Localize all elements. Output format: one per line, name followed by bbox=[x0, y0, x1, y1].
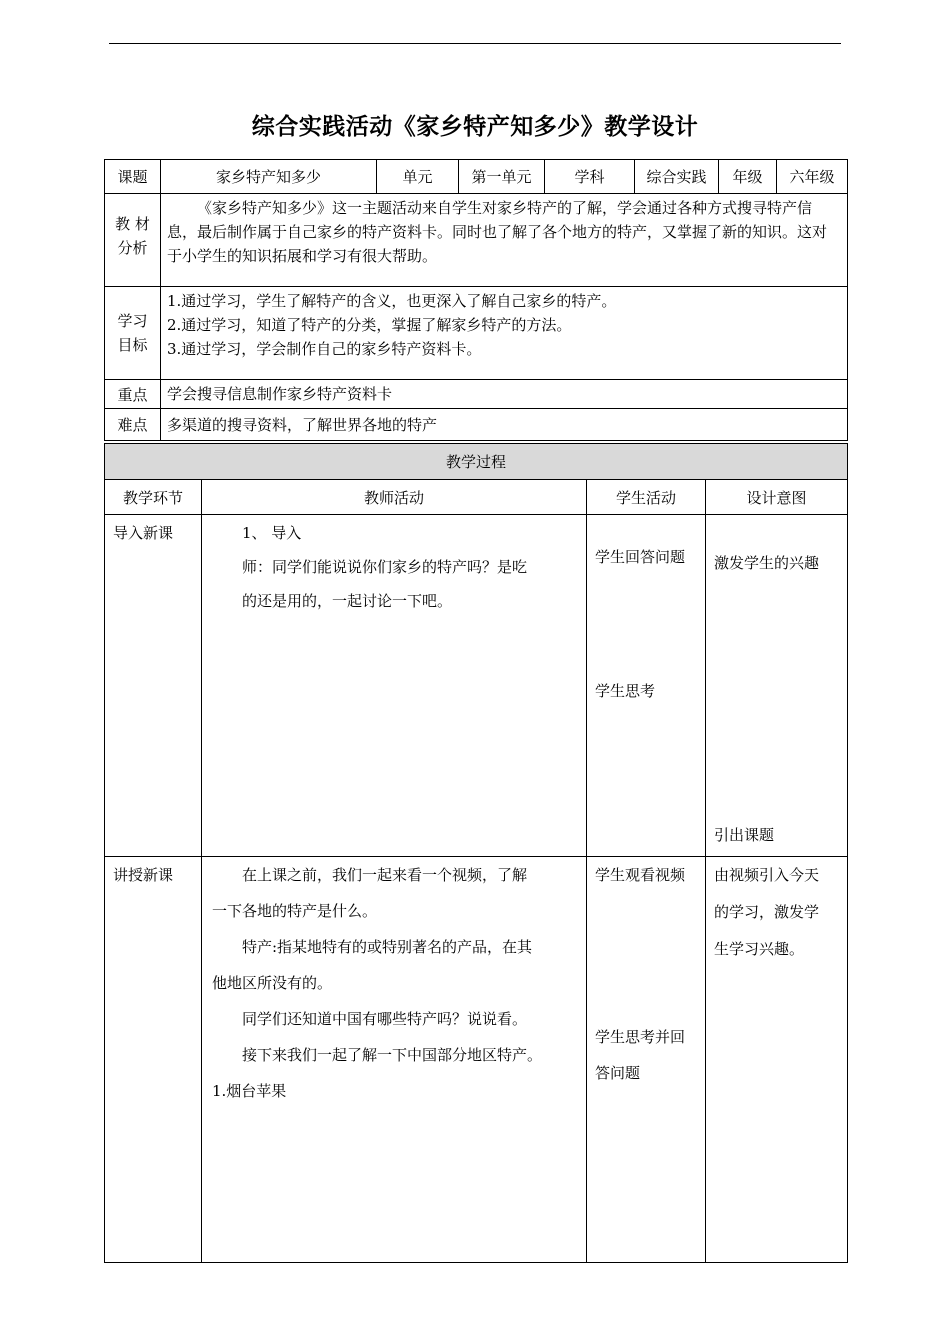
teacher-line: 接下来我们一起了解一下中国部分地区特产。 bbox=[242, 1046, 543, 1064]
unit-value: 第一单元 bbox=[459, 160, 545, 194]
document-title: 综合实践活动《家乡特产知多少》教学设计 bbox=[251, 113, 699, 140]
grade-value: 六年级 bbox=[777, 160, 848, 194]
design-intent: 由视频引入今天 bbox=[714, 866, 820, 884]
header-rule bbox=[109, 43, 841, 44]
analysis-cell bbox=[161, 194, 848, 287]
student-activity: 学生思考 bbox=[595, 682, 656, 700]
subject-label: 学科 bbox=[545, 160, 635, 194]
process-heading: 教学过程 bbox=[105, 444, 848, 480]
column-header: 教师活动 bbox=[202, 480, 587, 515]
intent-cell bbox=[706, 515, 848, 857]
goal-item: 2.通过学习，知道了特产的分类，掌握了解家乡特产的方法。 bbox=[167, 316, 572, 334]
column-header: 学生活动 bbox=[587, 480, 706, 515]
difficulty-label: 难点 bbox=[105, 409, 161, 441]
topic-value: 家乡特产知多少 bbox=[161, 160, 377, 194]
unit-label: 单元 bbox=[377, 160, 459, 194]
intent-cell bbox=[706, 857, 848, 1263]
stage-cell bbox=[105, 515, 202, 857]
student-activity: 学生思考并回 bbox=[595, 1028, 686, 1046]
teacher-line: 他地区所没有的。 bbox=[212, 974, 333, 992]
student-activity: 答问题 bbox=[595, 1064, 641, 1082]
teacher-line: 在上课之前，我们一起来看一个视频，了解 bbox=[242, 866, 528, 884]
teacher-line: 1、 导入 bbox=[242, 524, 302, 542]
analysis-text: 《家乡特产知多少》这一主题活动来自学生对家乡特产的了解，学会通过各种方式搜寻特产信息，最后制作属于自己家乡的特产资料卡。同时也了解了各个地方的特产，又掌握了新的知识。这对于小学生的知识拓展和学习有很大帮助。 bbox=[167, 199, 828, 265]
teacher-line: 的还是用的，一起讨论一下吧。 bbox=[242, 592, 453, 610]
teacher-cell bbox=[202, 857, 587, 1263]
teacher-line: 特产:指某地特有的或特别著名的产品，在其 bbox=[242, 938, 533, 956]
subject-value: 综合实践 bbox=[635, 160, 719, 194]
teacher-cell bbox=[202, 515, 587, 857]
design-intent: 的学习，激发学 bbox=[714, 903, 820, 921]
process-table bbox=[104, 443, 848, 1263]
grade-label: 年级 bbox=[719, 160, 777, 194]
design-intent: 生学习兴趣。 bbox=[714, 940, 805, 958]
teacher-line: 师：同学们能说说你们家乡的特产吗？是吃 bbox=[242, 558, 528, 576]
design-intent: 引出课题 bbox=[714, 826, 775, 844]
key-point-text: 学会搜寻信息制作家乡特产资料卡 bbox=[167, 385, 393, 403]
topic-label: 课题 bbox=[105, 160, 161, 194]
goals-label-line2: 目标 bbox=[117, 336, 148, 354]
goal-item: 1.通过学习，学生了解特产的含义，也更深入了解自己家乡的特产。 bbox=[167, 292, 617, 310]
key-point-label: 重点 bbox=[105, 380, 161, 409]
analysis-label-line2: 分析 bbox=[117, 239, 148, 257]
goal-item: 3.通过学习，学会制作自己的家乡特产资料卡。 bbox=[167, 340, 482, 358]
teacher-line: 1.烟台苹果 bbox=[212, 1082, 287, 1100]
difficulty-cell bbox=[161, 409, 848, 441]
info-table bbox=[104, 159, 848, 441]
stage-label: 讲授新课 bbox=[113, 866, 174, 884]
stage-cell bbox=[105, 857, 202, 1263]
goals-label bbox=[105, 287, 161, 380]
goals-label-line1: 学习 bbox=[117, 312, 148, 330]
analysis-label bbox=[105, 194, 161, 287]
teacher-line: 一下各地的特产是什么。 bbox=[212, 902, 378, 920]
student-cell bbox=[587, 857, 706, 1263]
student-activity: 学生回答问题 bbox=[595, 548, 686, 566]
teacher-line: 同学们还知道中国有哪些特产吗？说说看。 bbox=[242, 1010, 528, 1028]
analysis-label-line1: 教 材 bbox=[115, 215, 150, 233]
column-header: 教学环节 bbox=[105, 480, 202, 515]
student-cell bbox=[587, 515, 706, 857]
column-header: 设计意图 bbox=[706, 480, 848, 515]
design-intent: 激发学生的兴趣 bbox=[714, 554, 820, 572]
stage-label: 导入新课 bbox=[113, 524, 174, 542]
student-activity: 学生观看视频 bbox=[595, 866, 686, 884]
key-point-cell bbox=[161, 380, 848, 409]
goals-cell bbox=[161, 287, 848, 380]
difficulty-text: 多渠道的搜寻资料，了解世界各地的特产 bbox=[167, 415, 438, 434]
